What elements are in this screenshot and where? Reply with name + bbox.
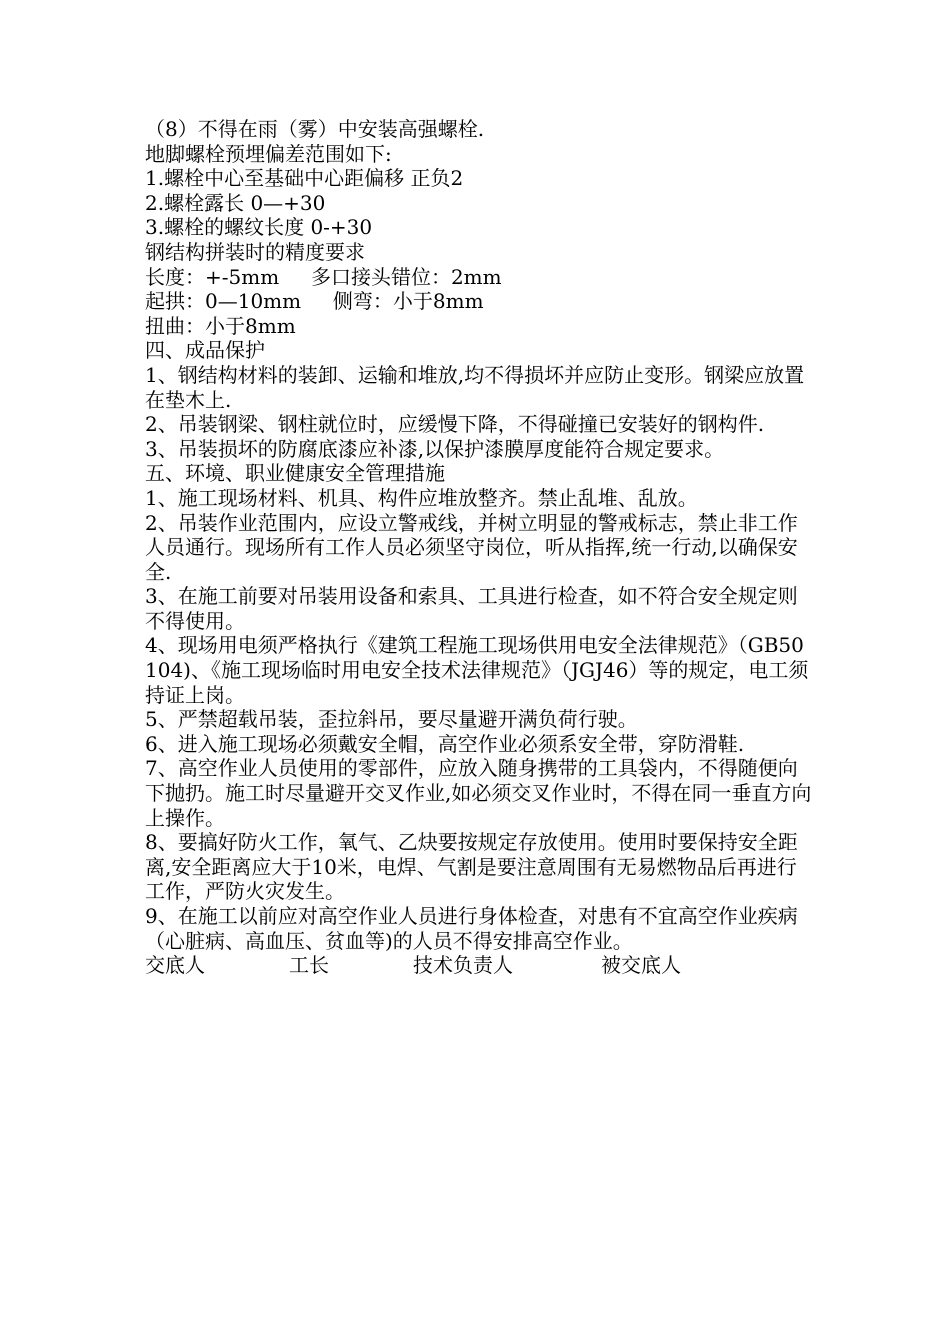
safety-item-3: 3、在施工前要对吊装用设备和索具、工具进行检查，如不符合安全规定则不得使用。 [145, 584, 798, 633]
protection-item-2: 2、吊装钢梁、钢柱就位时，应缓慢下降，不得碰撞已安装好的钢构件. [145, 412, 765, 437]
text-line-camber-tolerance: 起拱：0—10mm 侧弯：小于8mm [145, 289, 484, 314]
safety-item-9: 9、在施工以前应对高空作业人员进行身体检查，对患有不宜高空作业疾病（心脏病、高血压、贫血等)的人员不得安排高空作业。 [145, 904, 798, 953]
protection-item-1: 1、钢结构材料的装卸、运输和堆放,均不得损坏并应防止变形。钢梁应放置在垫木上. [145, 362, 805, 412]
protection-item-3: 3、吊装损坏的防腐底漆应补漆,以保护漆膜厚度能符合规定要求。 [145, 436, 725, 461]
document-body [145, 117, 815, 978]
text-line-bolt-rain: （8）不得在雨（雾）中安装高强螺栓. [145, 117, 485, 141]
signature-recipient-label: 被交底人 [601, 953, 681, 978]
safety-item-8: 8、要搞好防火工作，氧气、乙炔要按规定存放使用。使用时要保持安全距离,安全距离应大于10米，电焊、气割是要注意周围有无易燃物品后再进行工作，严防火灾发生。 [145, 830, 798, 904]
safety-item-7: 7、高空作业人员使用的零部件，应放入随身携带的工具袋内，不得随便向下抛扔。施工时尽量避开交叉作业,如必须交叉作业时，不得在同一垂直方向上操作。 [145, 756, 812, 830]
text-line-bolt-thread-length: 3.螺栓的螺纹长度 0-+30 [145, 215, 373, 240]
safety-item-2: 2、吊装作业范围内，应设立警戒线，并树立明显的警戒标志，禁止非工作人员通行。现场所有工作人员必须坚守岗位，听从指挥,统一行动,以确保安全. [145, 510, 798, 584]
signature-briefer-label: 交底人 [145, 953, 205, 978]
section-heading-safety-measures: 五、环境、职业健康安全管理措施 [145, 461, 445, 486]
safety-item-6: 6、进入施工现场必须戴安全帽，高空作业必须系安全带，穿防滑鞋. [145, 731, 745, 756]
safety-item-4: 4、现场用电须严格执行《建筑工程施工现场供用电安全法律规范》（GB50104)、《施工现场临时用电安全技术法律规范》（JGJ46）等的规定，电工须持证上岗。 [145, 633, 809, 707]
text-line-assembly-precision-heading: 钢结构拼装时的精度要求 [145, 239, 365, 264]
text-line-twist-tolerance: 扭曲：小于8mm [145, 313, 296, 338]
safety-item-5: 5、严禁超载吊装，歪拉斜吊，要尽量避开满负荷行驶。 [145, 707, 638, 732]
signature-row [145, 953, 815, 978]
text-line-anchor-bolt-heading: 地脚螺栓预埋偏差范围如下: [145, 141, 392, 166]
signature-foreman-label: 工长 [289, 953, 329, 978]
signature-tech-lead-label: 技术负责人 [413, 953, 513, 978]
text-line-bolt-center-offset: 1.螺栓中心至基础中心距偏移 正负2 [145, 166, 464, 191]
section-heading-product-protection: 四、成品保护 [145, 338, 265, 363]
text-line-length-tolerance: 长度：+-5mm 多口接头错位：2mm [145, 264, 502, 289]
safety-item-1: 1、施工现场材料、机具、构件应堆放整齐。禁止乱堆、乱放。 [145, 485, 698, 510]
text-line-bolt-exposed-length: 2.螺栓露长 0—+30 [145, 190, 326, 215]
